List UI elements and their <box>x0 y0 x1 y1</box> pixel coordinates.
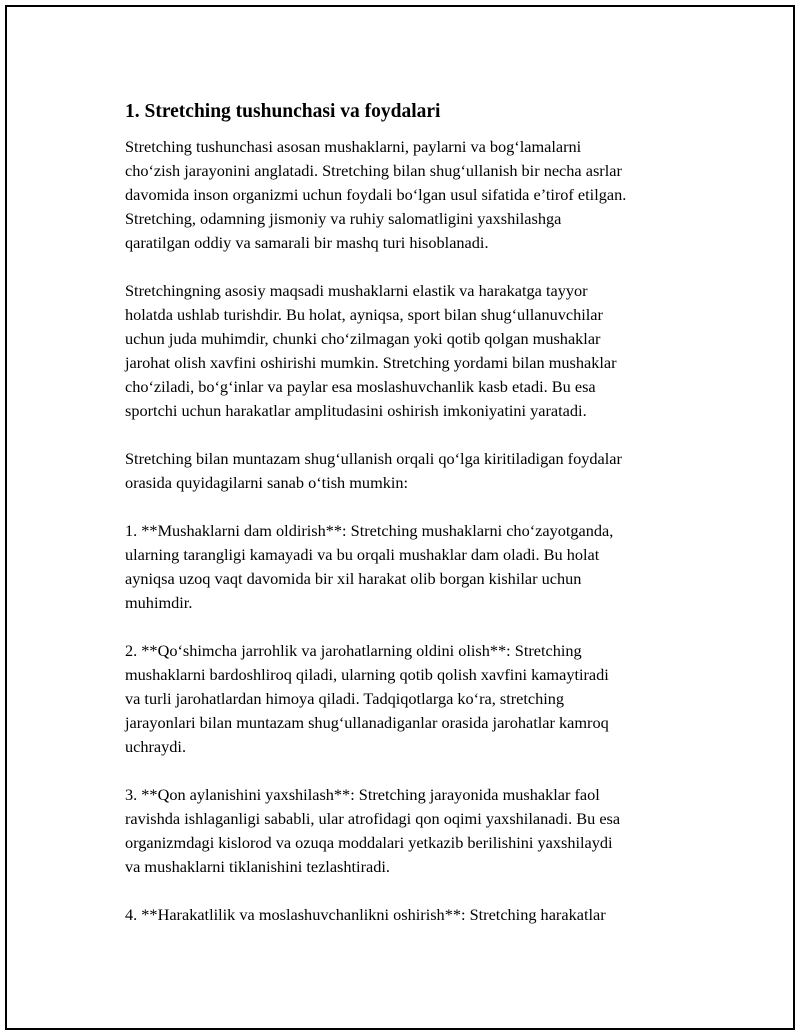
paragraph <box>125 519 695 615</box>
paragraph-line: Stretching, odamning jismoniy va ruhiy salomatligini yaxshilashga <box>125 209 562 228</box>
paragraph-line: davomida inson organizmi uchun foydali bo‘lgan usul sifatida e’tirof etilgan. <box>125 185 627 204</box>
paragraph-line: sportchi uchun harakatlar amplitudasini oshirish imkoniyatini yaratadi. <box>125 401 587 420</box>
paragraph-line: ularning tarangligi kamayadi va bu orqali mushaklar dam oladi. Bu holat <box>125 545 600 564</box>
page-frame <box>5 5 795 1030</box>
paragraph-line: ravishda ishlaganligi sababli, ular atrofidagi qon oqimi yaxshilanadi. Bu esa <box>125 809 621 828</box>
paragraph-line: orasida quyidagilarni sanab o‘tish mumkin: <box>125 473 409 492</box>
paragraph-line: va turli jarohatlardan himoya qiladi. Tadqiqotlarga ko‘ra, stretching <box>125 689 565 708</box>
document-body <box>125 99 695 951</box>
paragraph-line: Stretching bilan muntazam shug‘ullanish orqali qo‘lga kiritiladigan foydalar <box>125 449 622 468</box>
paragraph-line: jarohat olish xavfini oshirishi mumkin. Stretching yordami bilan mushaklar <box>125 353 617 372</box>
paragraph <box>125 903 695 927</box>
paragraph-line: qaratilgan oddiy va samarali bir mashq turi hisoblanadi. <box>125 233 489 252</box>
paragraph <box>125 279 695 423</box>
paragraph-list <box>125 135 695 927</box>
paragraph-line: uchun juda muhimdir, chunki cho‘zilmagan yoki qotib qolgan mushaklar <box>125 329 601 348</box>
paragraph-line: cho‘ziladi, bo‘g‘inlar va paylar esa moslashuvchanlik kasb etadi. Bu esa <box>125 377 596 396</box>
paragraph-line: 2. **Qo‘shimcha jarrohlik va jarohatlarning oldini olish**: Stretching <box>125 641 582 660</box>
paragraph <box>125 639 695 759</box>
paragraph-line: 4. **Harakatlilik va moslashuvchanlikni oshirish**: Stretching harakatlar <box>125 905 606 924</box>
paragraph-line: ayniqsa uzoq vaqt davomida bir xil harakat olib borgan kishilar uchun <box>125 569 582 588</box>
section-heading: 1. Stretching tushunchasi va foydalari <box>125 101 441 122</box>
paragraph-line: cho‘zish jarayonini anglatadi. Stretching bilan shug‘ullanish bir necha asrlar <box>125 161 622 180</box>
paragraph-line: va mushaklarni tiklanishini tezlashtiradi. <box>125 857 390 876</box>
paragraph <box>125 135 695 255</box>
paragraph-line: jarayonlari bilan muntazam shug‘ullanadiganlar orasida jarohatlar kamroq <box>125 713 609 732</box>
paragraph-line: muhimdir. <box>125 593 193 612</box>
paragraph-line: mushaklarni bardoshliroq qiladi, ularning qotib qolish xavfini kamaytiradi <box>125 665 609 684</box>
paragraph-line: Stretchingning asosiy maqsadi mushaklarni elastik va harakatga tayyor <box>125 281 588 300</box>
paragraph <box>125 783 695 879</box>
paragraph-line: 1. **Mushaklarni dam oldirish**: Stretching mushaklarni cho‘zayotganda, <box>125 521 614 540</box>
paragraph-line: 3. **Qon aylanishini yaxshilash**: Stretching jarayonida mushaklar faol <box>125 785 600 804</box>
paragraph-line: organizmdagi kislorod va ozuqa moddalari yetkazib berilishini yaxshilaydi <box>125 833 613 852</box>
paragraph-line: holatda ushlab turishdir. Bu holat, ayniqsa, sport bilan shug‘ullanuvchilar <box>125 305 603 324</box>
paragraph <box>125 447 695 495</box>
paragraph-line: Stretching tushunchasi asosan mushaklarni, paylarni va bog‘lamalarni <box>125 137 582 156</box>
paragraph-line: uchraydi. <box>125 737 187 756</box>
